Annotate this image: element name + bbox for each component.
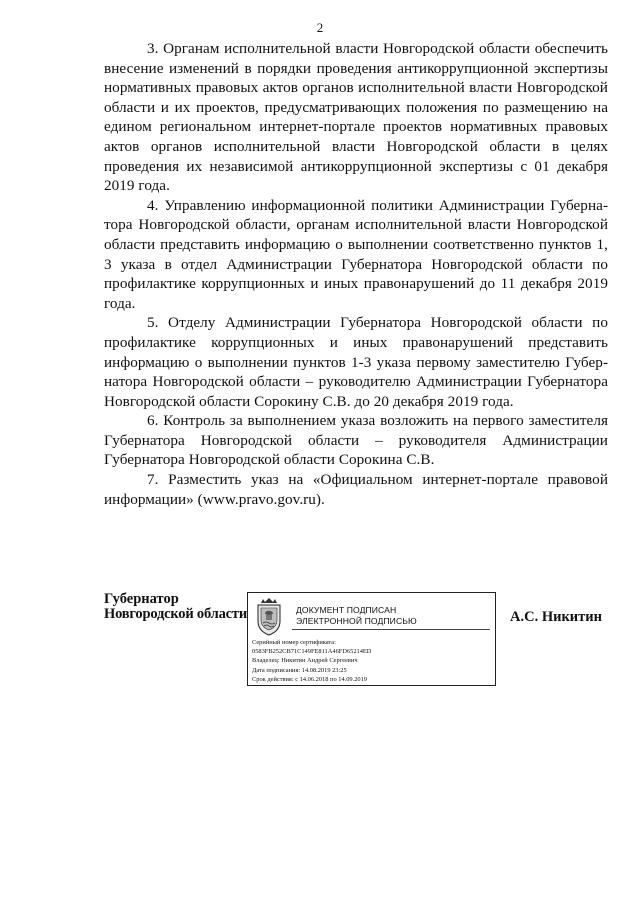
esignature-owner: Владелец: Никитин Андрей Сергеевич [252,657,358,665]
electronic-signature-stamp [247,592,496,686]
paragraph-3: 3. Органам исполнительной власти Новгородской области обеспечить внесение изменений в порядки проведения антикоррупционной экспертизы нормативных правовых актов органов исполнительной власти Новгородской области и их проектов, предусматривающих положения по размещению на едином региональном интернет-портале проектов нормативных правовых актов органов исполнительной власти Новгородской области в целях проведения их независимой антикоррупционной экспертизы с 01 декабря 2019 года. [104,40,608,195]
esignature-title-line2: ЭЛЕКТРОННОЙ ПОДПИСЬЮ [296,616,417,626]
esignature-serial-label: Серийный номер сертификата: [252,639,336,646]
esignature-title [296,605,417,627]
paragraph-6: 6. Контроль за выполнением указа возложить на первого заместителя Губернатора Новгородской области – руководителя Администрации Губернатора Новгородской области Сорокина С.В. [104,412,608,469]
signer-position-line1: Губернатор [104,591,179,607]
esignature-validity: Срок действия: с 14.06.2018 по 14.09.2019 [252,675,368,683]
signature-block [104,592,608,692]
esignature-serial-value: 0583FB252CB71C149FE811A46FD65214ED [252,648,372,656]
esignature-details [252,638,371,684]
paragraph-4: 4. Управлению информационной политики Администрации Губернатора Новгородской области, органам исполнительной власти Новгородской области представить информацию о выполнении соответственно пунктов 1, 3 указа в отдел Администрации Губернатора Новгородской области по профилактике коррупционных и иных правонарушений до 11 декабря 2019 года. [104,196,608,312]
paragraph-7: 7. Разместить указ на «Официальном интернет-портале правовой информации» (www.pravo.gov.ru). [104,471,608,508]
esignature-title-line1: ДОКУМЕНТ ПОДПИСАН [296,605,397,615]
signer-name: А.С. Никитин [510,609,602,625]
signer-position-line2: Новгородской области [104,606,247,622]
signer-position [104,592,254,622]
page-number: 2 [316,20,324,35]
novgorod-coat-of-arms-icon [252,597,286,637]
document-body [104,39,608,509]
paragraph-5: 5. Отделу Администрации Губернатора Новгородской области по профилактике коррупционных и иных правонарушений представить информацию о выполнении пунктов 1-3 указа первому заместителю Губернатора Новгородской области – руководителю Администрации Губернатора Новгородской области Сорокину С.В. до 20 декабря 2019 года. [104,314,608,410]
esignature-signed-date: Дата подписания: 14.08.2019 23:25 [252,666,347,674]
esignature-divider [292,629,490,630]
